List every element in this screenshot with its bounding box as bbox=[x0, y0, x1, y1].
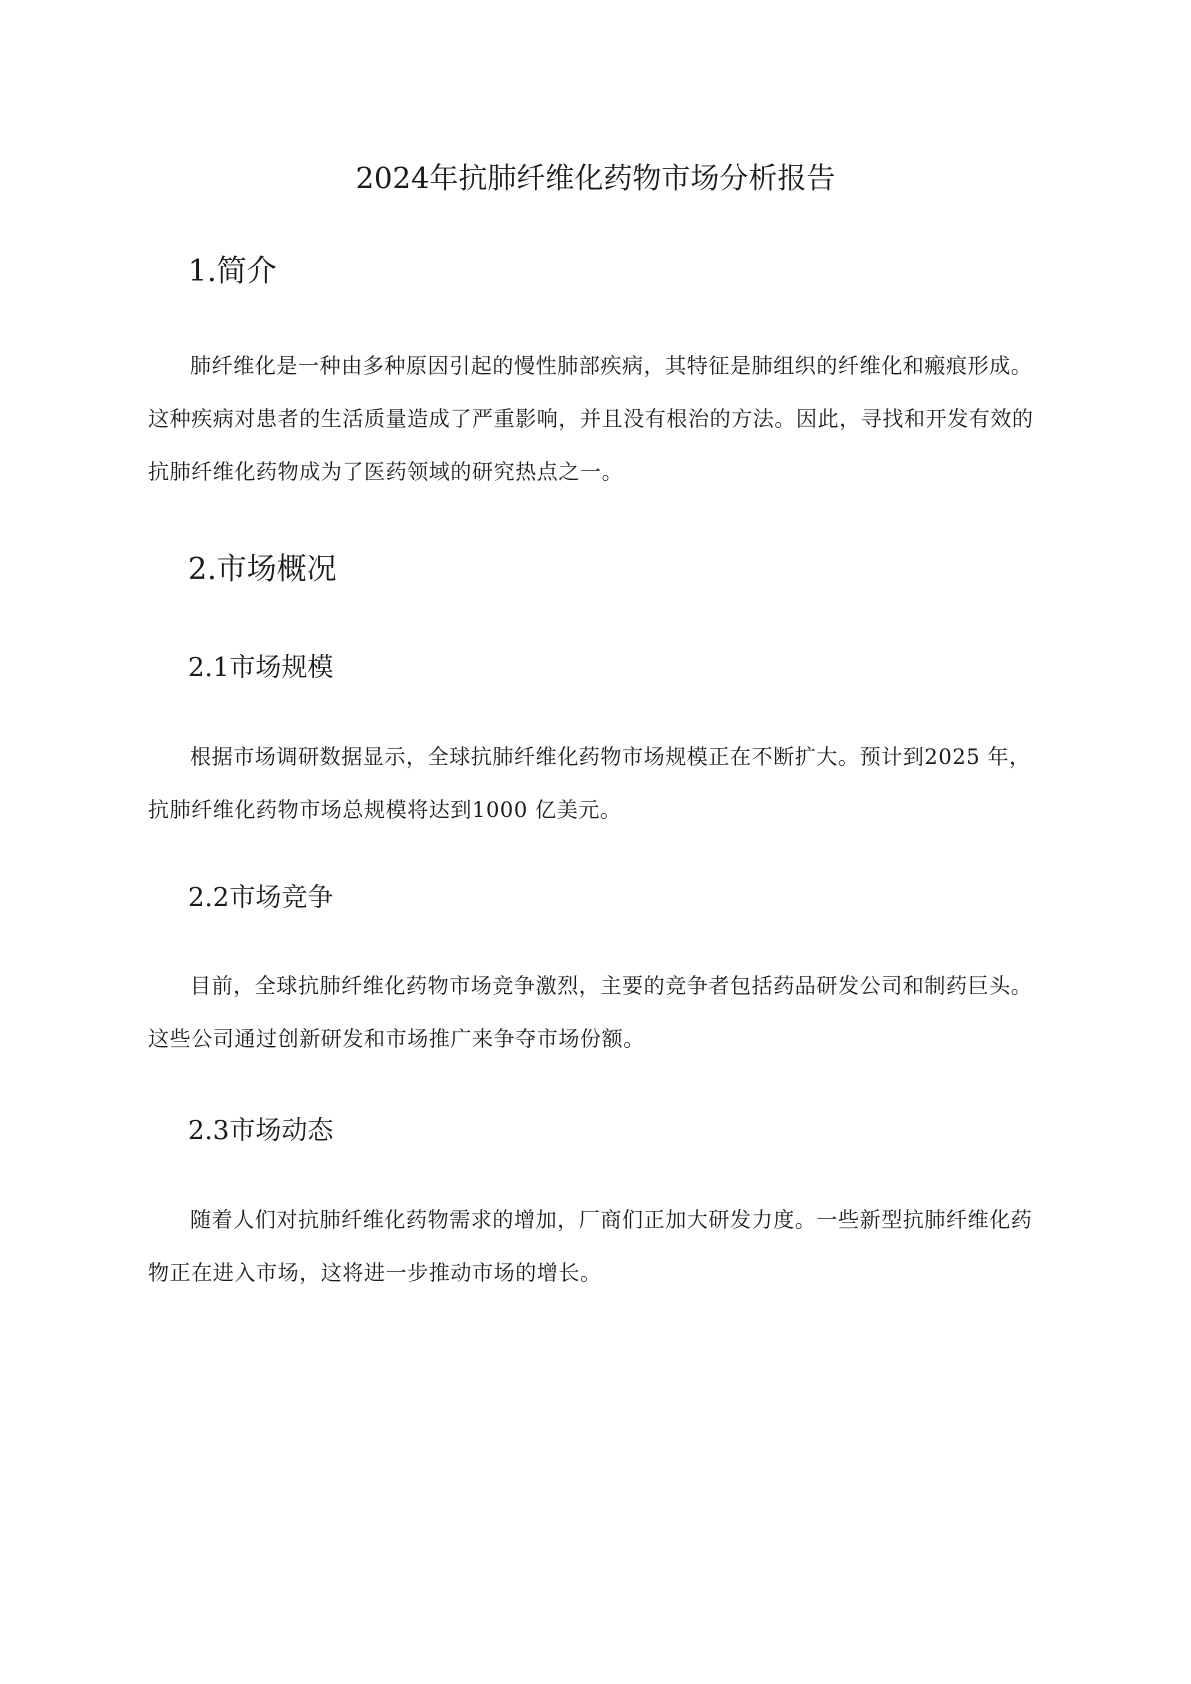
subsection-heading-market-dynamics: 2.3市场动态 bbox=[188, 1116, 334, 1146]
market-size-paragraph: 根据市场调研数据显示，全球抗肺纤维化药物市场规模正在不断扩大。预计到2025 年，抗肺纤维化药物市场总规模将达到1000 亿美元。 bbox=[148, 745, 1031, 822]
market-dynamics-paragraph: 随着人们对抗肺纤维化药物需求的增加，厂商们正加大研发力度。一些新型抗肺纤维化药物正在进入市场，这将进一步推动市场的增长。 bbox=[148, 1208, 1033, 1285]
document-title: 2024年抗肺纤维化药物市场分析报告 bbox=[355, 161, 836, 195]
subsection-heading-market-competition: 2.2市场竞争 bbox=[188, 883, 334, 913]
section-heading-market-overview: 2.市场概况 bbox=[188, 552, 337, 587]
market-competition-paragraph: 目前，全球抗肺纤维化药物市场竞争激烈，主要的竞争者包括药品研发公司和制药巨头。这些公司通过创新研发和市场推广来争夺市场份额。 bbox=[148, 974, 1033, 1051]
section-heading-introduction: 1.简介 bbox=[188, 254, 277, 289]
introduction-paragraph: 肺纤维化是一种由多种原因引起的慢性肺部疾病，其特征是肺组织的纤维化和瘢痕形成。这种疾病对患者的生活质量造成了严重影响，并且没有根治的方法。因此，寻找和开发有效的抗肺纤维化药物成为了医药领域的研究热点之一。 bbox=[148, 354, 1034, 484]
subsection-heading-market-size: 2.1市场规模 bbox=[188, 653, 334, 683]
